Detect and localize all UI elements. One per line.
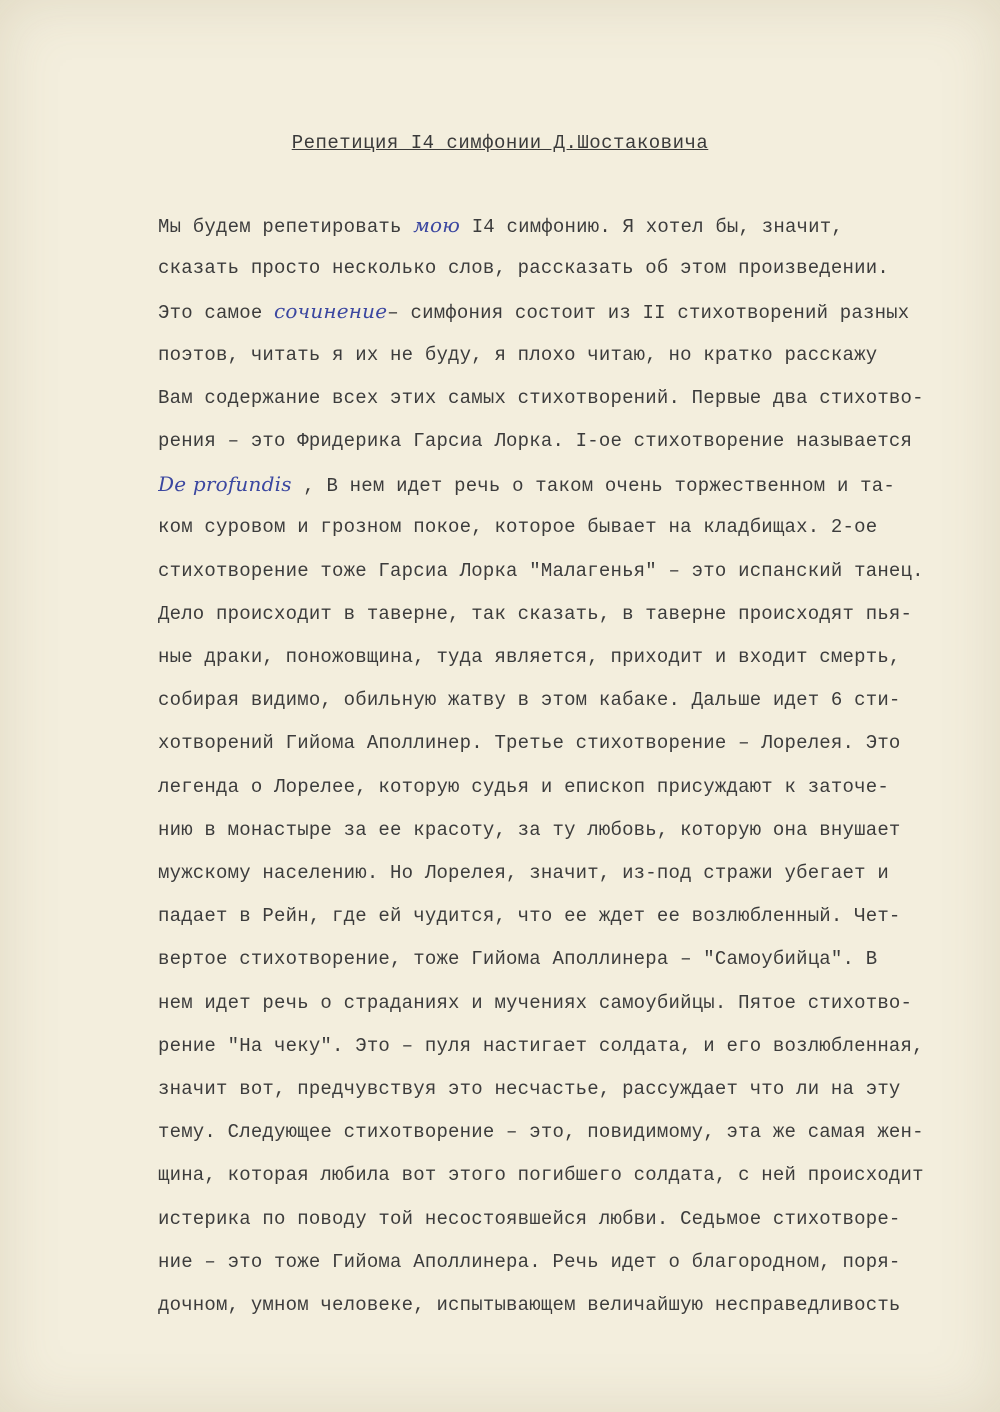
typed-text: рение "На чеку". Это – пуля настигает солдата, и его возлюбленная,: [158, 1034, 924, 1057]
handwritten-insertion: мою: [413, 213, 461, 237]
typed-text: Мы будем репетировать: [158, 216, 414, 238]
text-line: [158, 904, 968, 928]
typed-text: Дело происходит в таверне, так сказать, в таверне происходят пья-: [158, 602, 913, 625]
typed-text: I4 симфонию. Я хотел бы, значит,: [460, 216, 843, 238]
text-line: [158, 991, 968, 1015]
text-line: [158, 343, 968, 367]
typed-text: собирая видимо, обильную жатву в этом кабаке. Дальше идет 6 сти-: [158, 689, 901, 712]
text-line: [158, 775, 968, 799]
typed-text: рения – это Фридерика Гарсиа Лорка. I-ое стихотворение называется: [158, 430, 913, 452]
text-line: [158, 1034, 968, 1058]
text-line: [158, 386, 968, 410]
text-line: [158, 1207, 968, 1231]
text-line: [158, 299, 968, 325]
typed-text: – симфония состоит из II стихотворений разных: [387, 302, 910, 325]
text-line: [158, 515, 968, 539]
text-line: [158, 688, 968, 712]
document-title: Репетиция I4 симфонии Д.Шостаковича: [291, 132, 709, 154]
text-line: [158, 213, 968, 239]
text-line: [158, 1077, 968, 1101]
text-line: [158, 1120, 968, 1144]
typed-text: падает в Рейн, где ей чудится, что ее ждет ее возлюбленный. Чет-: [158, 905, 901, 928]
typed-text: , В нем идет речь о таком очень торжественном и та-: [291, 475, 895, 498]
text-line: [158, 472, 968, 498]
typed-text: легенда о Лорелее, которую судья и епископ присуждают к заточе-: [158, 775, 889, 798]
typed-text: поэтов, читать я их не буду, я плохо читаю, но кратко расскажу: [158, 343, 878, 366]
typed-text: нем идет речь о страданиях и мучениях самоубийцы. Пятое стихотво-: [158, 991, 913, 1014]
text-line: [158, 1293, 968, 1317]
text-line: [158, 429, 968, 453]
typed-text: истерика по поводу той несостоявшейся любви. Седьмое стихотворе-: [158, 1207, 901, 1230]
typed-text: дочном, умном человеке, испытывающем величайшую несправедливость: [158, 1294, 901, 1316]
typed-text: Это самое: [158, 302, 275, 325]
text-line: [158, 602, 968, 626]
typed-text: ком суровом и грозном покое, которое бывает на кладбищах. 2-ое: [158, 516, 878, 539]
typed-text: ние – это тоже Гийома Аполлинера. Речь идет о благородном, поря-: [158, 1250, 901, 1273]
handwritten-insertion: сочинение: [274, 299, 388, 324]
typed-text: стихотворение тоже Гарсиа Лорка "Малагенья" – это испанский танец.: [158, 559, 924, 582]
handwritten-insertion: De profundis: [158, 472, 292, 497]
text-line: [158, 818, 968, 842]
typed-text: нию в монастыре за ее красоту, за ту любовь, которую она внушает: [158, 818, 901, 841]
text-line: [158, 645, 968, 669]
typed-text: Вам содержание всех этих самых стихотворений. Первые два стихотво-: [158, 386, 924, 409]
typed-text: вертое стихотворение, тоже Гийома Аполлинера – "Самоубийца". В: [158, 948, 878, 971]
typed-text: сказать просто несколько слов, рассказать об этом произведении.: [158, 257, 889, 280]
typed-text: значит вот, предчувствуя это несчастье, рассуждает что ли на эту: [158, 1078, 901, 1100]
text-line: [158, 1163, 968, 1187]
typed-text: мужскому населению. Но Лорелея, значит, из-под стражи убегает и: [158, 862, 889, 884]
text-line: [158, 256, 968, 280]
text-line: [158, 861, 968, 885]
text-line: [158, 559, 968, 583]
typed-text: ные драки, поножовщина, туда является, приходит и входит смерть,: [158, 646, 901, 668]
typed-text: тему. Следующее стихотворение – это, повидимому, эта же самая жен-: [158, 1121, 924, 1144]
typed-text: щина, которая любила вот этого погибшего солдата, с ней происходит: [158, 1164, 924, 1187]
text-line: [158, 947, 968, 971]
text-line: [158, 731, 968, 755]
typed-text: хотворений Гийома Аполлинер. Третье стихотворение – Лорелея. Это: [158, 732, 901, 755]
text-line: [158, 1250, 968, 1274]
